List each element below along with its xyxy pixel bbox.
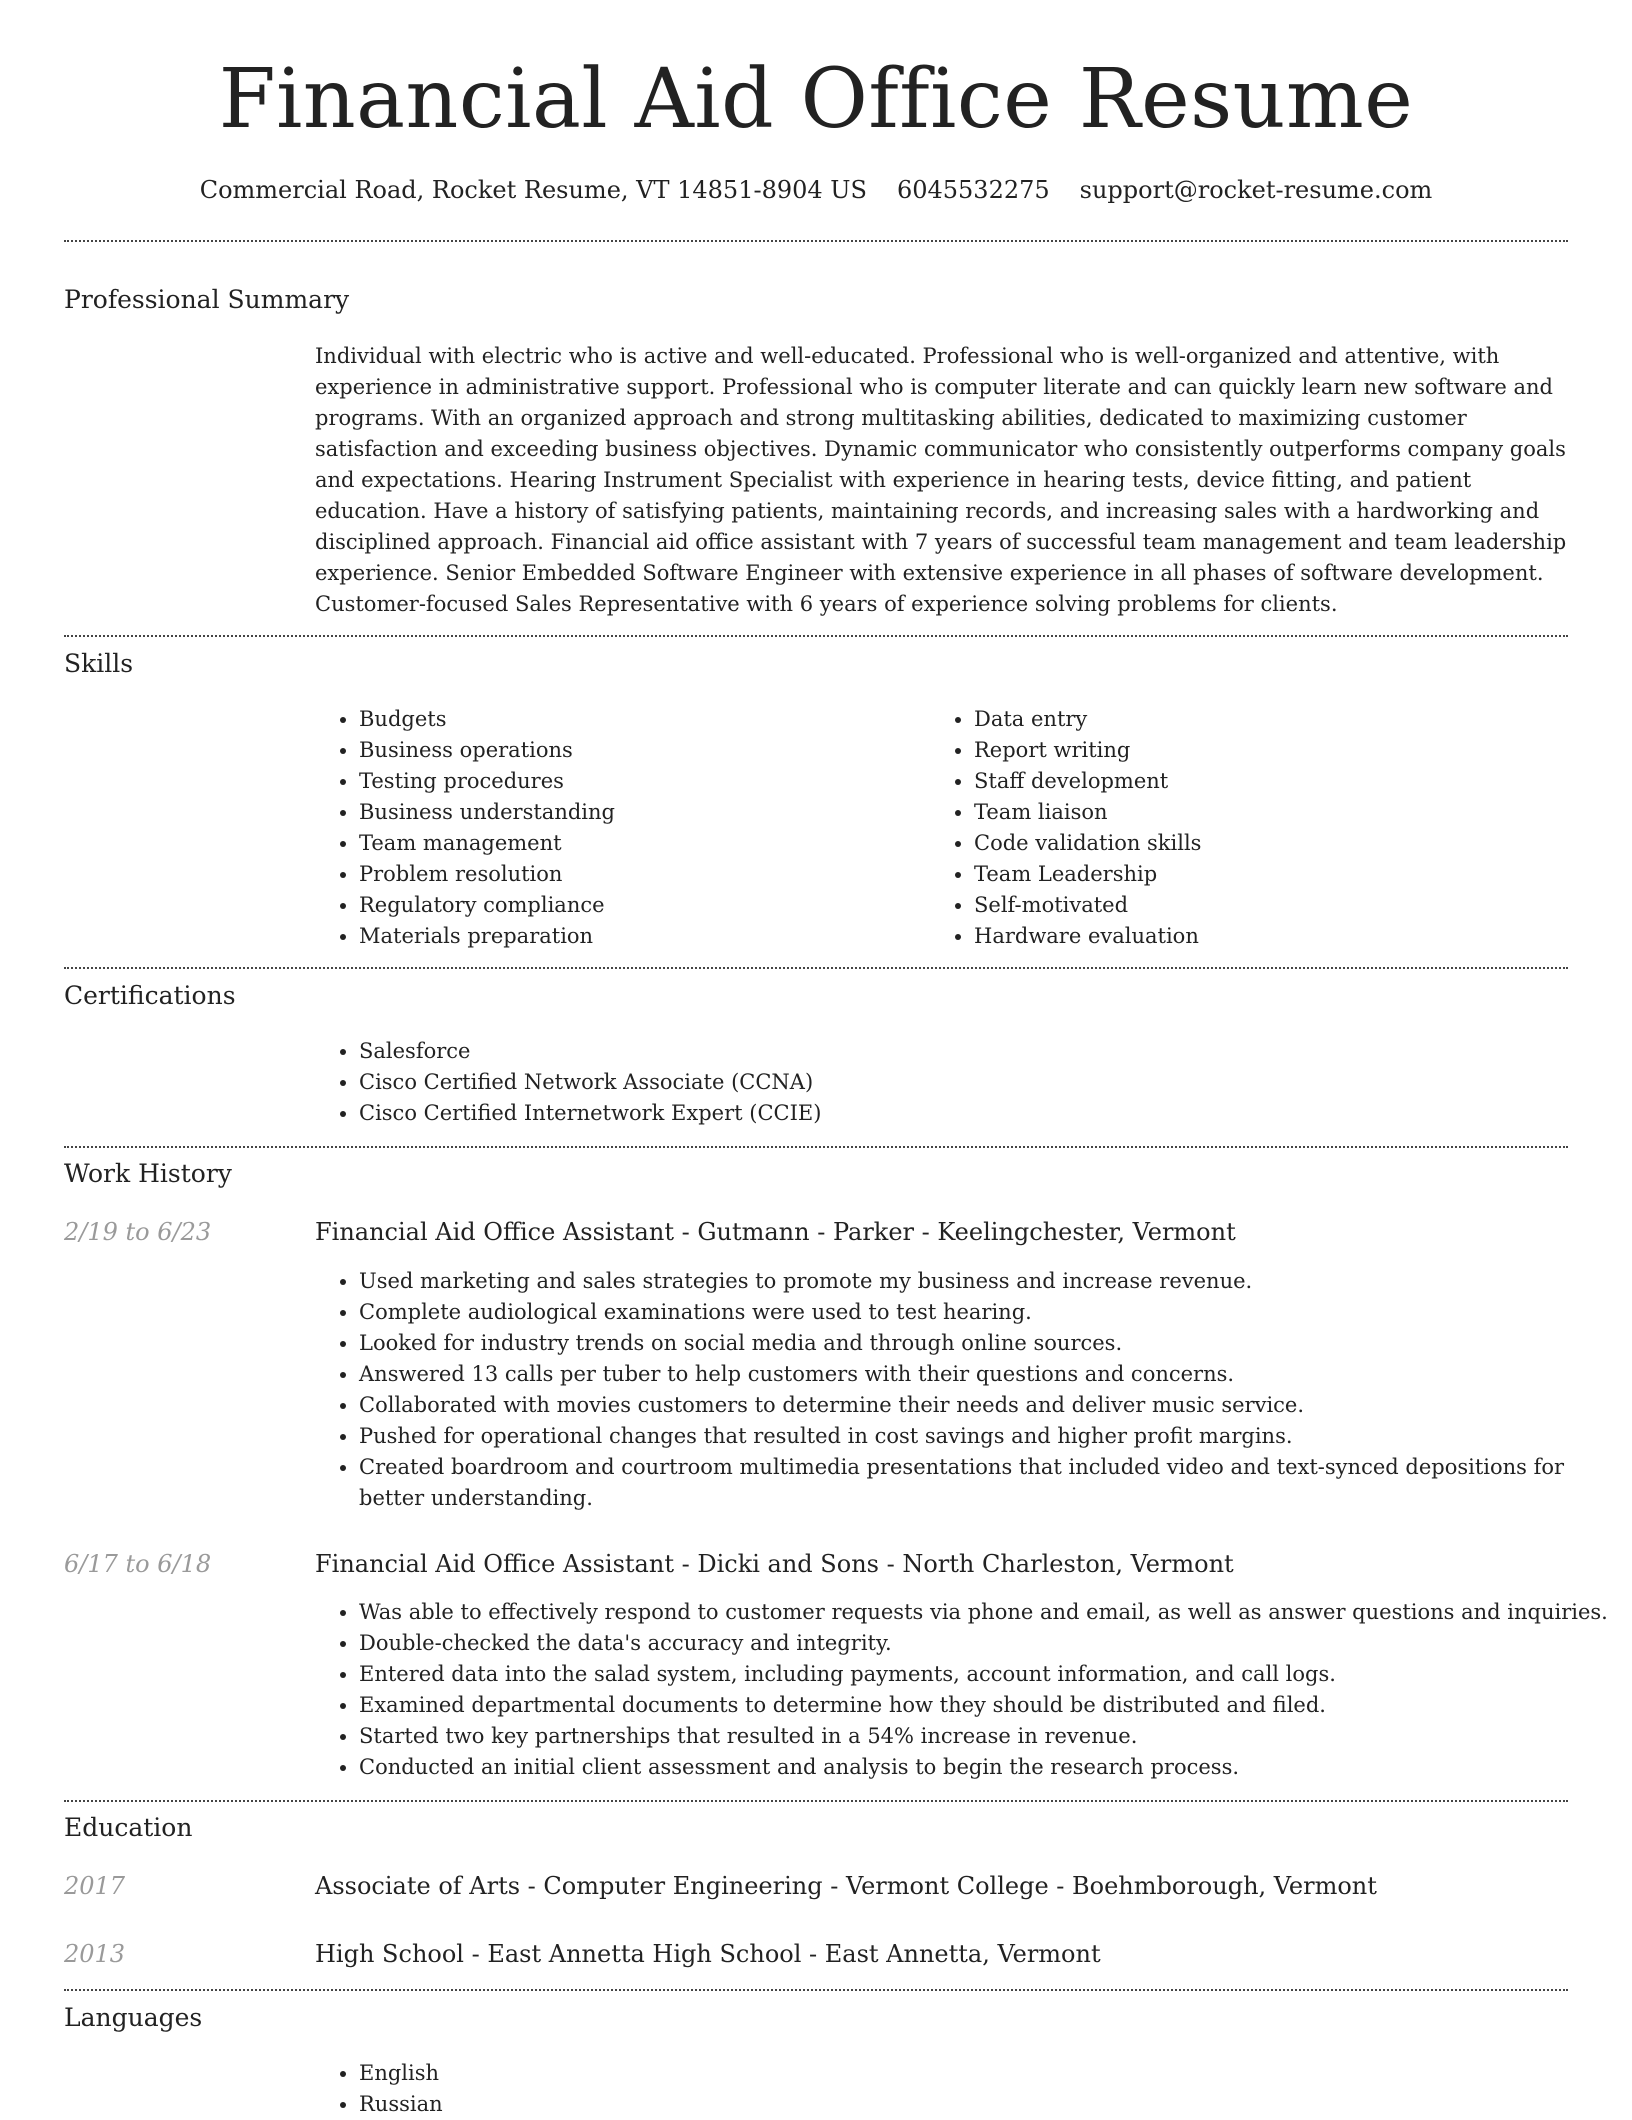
resume-title: Financial Aid Office Resume (218, 52, 1414, 147)
skill-item: • Hardware evaluation (974, 921, 1574, 952)
job-employer-location: - Dicki and Sons - North Charleston, Vermont (673, 1550, 1234, 1578)
skill-item: • Staff development (974, 766, 1574, 797)
language-item: • English (359, 2058, 959, 2089)
skill-item: • Budgets (359, 704, 919, 735)
job-bullet: • Looked for industry trends on social media and through online sources. (359, 1328, 1589, 1359)
job-position: Financial Aid Office Assistant (315, 1550, 674, 1578)
job-bullet: • Entered data into the salad system, including payments, account information, and call logs. (359, 1659, 1609, 1690)
education-line (315, 1869, 1377, 1903)
skill-item: • Team liaison (974, 797, 1574, 828)
job-bullet: • Conducted an initial client assessment and analysis to begin the research process. (359, 1752, 1609, 1783)
section-divider (64, 967, 1568, 969)
section-divider (64, 1146, 1568, 1148)
job-bullet: • Pushed for operational changes that resulted in cost savings and higher profit margins. (359, 1421, 1589, 1452)
contact-address: Commercial Road, Rocket Resume, VT 14851-8904 US (199, 176, 867, 204)
skills-list-right (930, 704, 1574, 952)
certification-item: • Cisco Certified Network Associate (CCNA) (359, 1067, 1559, 1098)
contact-email: support@rocket-resume.com (1079, 176, 1433, 204)
language-item: • Russian (359, 2089, 959, 2120)
job-bullet: • Double-checked the data's accuracy and integrity. (359, 1628, 1609, 1659)
skill-item: • Code validation skills (974, 828, 1574, 859)
certifications-heading: Certifications (64, 981, 236, 1010)
job-title-line (315, 1215, 1236, 1249)
education-year: 2013 (64, 1940, 126, 1968)
job-bullets (315, 1597, 1609, 1783)
education-school-location: - Vermont College - Boehmborough, Vermont (822, 1872, 1377, 1900)
section-divider (64, 240, 1568, 242)
skill-item: • Data entry (974, 704, 1574, 735)
skills-heading: Skills (64, 649, 134, 678)
contact-phone: 6045532275 (896, 176, 1050, 204)
skill-item: • Business operations (359, 735, 919, 766)
job-bullet: • Used marketing and sales strategies to promote my business and increase revenue. (359, 1266, 1589, 1297)
job-bullet: • Examined departmental documents to determine how they should be distributed and filed. (359, 1690, 1609, 1721)
summary-text: Individual with electric who is active and well-educated. Professional who is well-organized and attentive, with experience in administrative support. Professional who is computer literate and can quickly learn new software and programs. With an organized approach and strong multitasking abilities, dedicated to maximizing customer satisfaction and exceeding business objectives. Dynamic communicator who consistently outperforms company goals and expectations. Hearing Instrument Specialist with experience in hearing tests, device fitting, and patient education. Have a history of satisfying patients, maintaining records, and increasing sales with a hardworking and disciplined approach. Financial aid office assistant with 7 years of successful team management and team leadership experience. Senior Embedded Software Engineer with extensive experience in all phases of software development. Customer-focused Sales Representative with 6 years of experience solving problems for clients. (315, 344, 1567, 616)
skill-item: • Problem resolution (359, 859, 919, 890)
education-school-location: - East Annetta High School - East Annetta, Vermont (463, 1940, 1101, 1968)
work-history-heading: Work History (64, 1159, 232, 1188)
job-bullet: • Answered 13 calls per tuber to help customers with their questions and concerns. (359, 1359, 1589, 1390)
job-bullets (315, 1266, 1589, 1514)
skill-item: • Materials preparation (359, 921, 919, 952)
summary-heading: Professional Summary (64, 285, 350, 314)
skill-item: • Testing procedures (359, 766, 919, 797)
skill-item: • Self-motivated (974, 890, 1574, 921)
certifications-list (315, 1036, 1559, 1129)
job-bullet: • Collaborated with movies customers to determine their needs and deliver music service. (359, 1390, 1589, 1421)
education-year: 2017 (64, 1872, 126, 1900)
education-heading: Education (64, 1813, 193, 1842)
job-position: Financial Aid Office Assistant (315, 1218, 674, 1246)
job-title-line (315, 1547, 1234, 1581)
education-degree: High School (315, 1940, 464, 1968)
languages-list (315, 2058, 959, 2120)
skill-item: • Team Leadership (974, 859, 1574, 890)
skills-list-left (315, 704, 919, 952)
job-employer-location: - Gutmann - Parker - Keelingchester, Vermont (673, 1218, 1236, 1246)
skill-item: • Regulatory compliance (359, 890, 919, 921)
job-bullet: • Complete audiological examinations were used to test hearing. (359, 1297, 1589, 1328)
job-dates: 6/17 to 6/18 (64, 1550, 212, 1578)
section-divider (64, 635, 1568, 637)
certification-item: • Cisco Certified Internetwork Expert (CCIE) (359, 1098, 1559, 1129)
contact-info (0, 170, 1632, 210)
skill-item: • Report writing (974, 735, 1574, 766)
languages-heading: Languages (64, 2003, 203, 2032)
education-degree: Associate of Arts - Computer Engineering (315, 1872, 823, 1900)
skill-item: • Team management (359, 828, 919, 859)
section-divider (64, 1989, 1568, 1991)
job-bullet: • Was able to effectively respond to customer requests via phone and email, as well as answer questions and inquiries. (359, 1597, 1609, 1628)
certification-item: • Salesforce (359, 1036, 1559, 1067)
job-bullet: • Created boardroom and courtroom multimedia presentations that included video and text-synced depositions for better understanding. (359, 1452, 1589, 1514)
job-bullet: • Started two key partnerships that resulted in a 54% increase in revenue. (359, 1721, 1609, 1752)
job-dates: 2/19 to 6/23 (64, 1218, 212, 1246)
section-divider (64, 1800, 1568, 1802)
skill-item: • Business understanding (359, 797, 919, 828)
education-line (315, 1937, 1101, 1971)
